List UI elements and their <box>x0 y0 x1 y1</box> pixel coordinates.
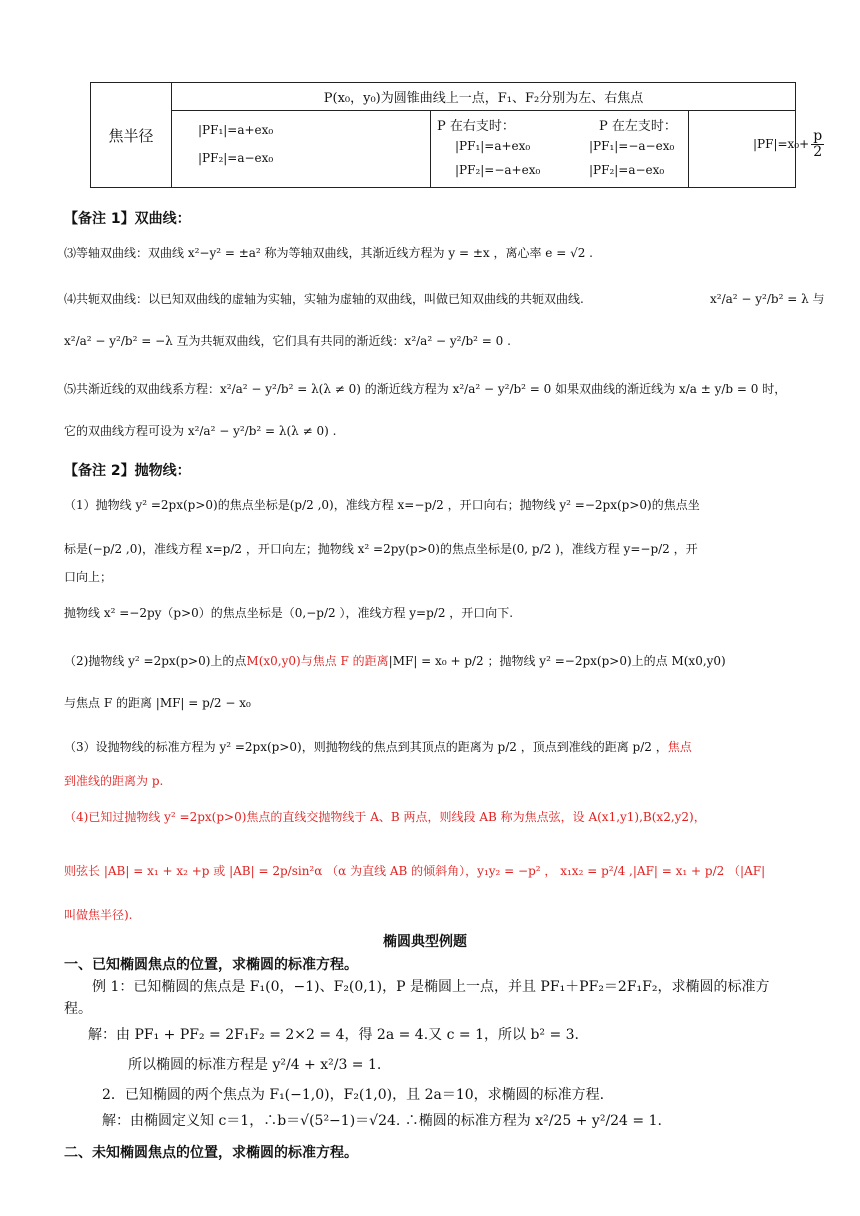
left-pf1: |PF₁|=−a−ex₀ <box>589 139 675 153</box>
note1-item5b: 它的双曲线方程可设为 x²/a² − y²/b² = λ(λ ≠ 0) . <box>64 424 337 438</box>
note2-p4a: （4)已知过抛物线 y² =2px(p>0)焦点的直线交抛物线于 A、B 两点，则线段 AB 称为焦点弦，设 A(x1,y1),B(x2,y2)， <box>64 810 706 824</box>
note2-p2b: 与焦点 F 的距离 |MF| = p/2 − x₀ <box>64 696 251 710</box>
note2-p2a <box>64 652 726 669</box>
note2-p3b: 到准线的距离为 p. <box>64 774 164 788</box>
solution2-line: 解：由椭圆定义知 c＝1，∴b＝√(5²−1)＝√24. ∴椭圆的标准方程为 x²/25 + y²/24 = 1. <box>102 1113 662 1129</box>
note2-p4c: 叫做焦半径). <box>64 908 133 922</box>
note2-p3a <box>64 738 692 755</box>
table-cell-hyperbola <box>431 111 689 187</box>
example1-line2: 程。 <box>64 1001 92 1017</box>
right-pf2: |PF₂|=−a+ex₀ <box>455 163 541 177</box>
note1-item4b: x²/a² − y²/b² = −λ 互为共轭双曲线，它们具有共同的渐近线：x²/a² − y²/b² = 0 . <box>64 334 511 348</box>
parabola-pf <box>753 129 826 159</box>
note2-p4b: 则弦长 |AB| = x₁ + x₂ +p 或 |AB| = 2p/sin²α （α 为直线 AB 的倾斜角），y₁y₂ = −p² ， x₁x₂ = p²/4 ,|AF| = x₁ + p/2 （|AF| <box>64 864 766 878</box>
section2-heading: 二、未知椭圆焦点的位置，求椭圆的标准方程。 <box>64 1145 358 1161</box>
note2-p1c: 口向上； <box>64 570 113 584</box>
parabola-pf-prefix: |PF|=x₀+ <box>753 137 810 152</box>
note2-p1d: 抛物线 x² =−2py（p>0）的焦点坐标是（0,−p/2 ），准线方程 y=p/2 ，开口向下. <box>64 606 514 620</box>
note2-p1b: 标是(−p/2 ,0)，准线方程 x=p/2 ，开口向左；抛物线 x² =2py(p>0)的焦点坐标是(0, p/2 )，准线方程 y=−p/2 ，开 <box>64 542 698 556</box>
section1-heading: 一、已知椭圆焦点的位置，求椭圆的标准方程。 <box>64 957 358 973</box>
table-top-row: P(x₀，y₀)为圆锥曲线上一点，F₁、F₂分别为左、右焦点 <box>172 83 795 111</box>
note2-p2a-red: M(x0,y0)与焦点 F 的距离 <box>246 654 389 668</box>
note1-title: 【备注 1】双曲线： <box>64 211 191 227</box>
example2-line: 2．已知椭圆的两个焦点为 F₁(−1,0)，F₂(1,0)，且 2a＝10，求椭圆的标准方程. <box>102 1087 605 1103</box>
note1-item3: ⑶等轴双曲线：双曲线 x²−y² = ±a² 称为等轴双曲线，其渐近线方程为 y = ±x ，离心率 e = √2 . <box>64 246 593 260</box>
right-pf1: |PF₁|=a+ex₀ <box>455 139 531 153</box>
table-cell-ellipse <box>172 111 431 187</box>
focal-radius-table <box>90 82 823 188</box>
example1-line1: 例 1：已知椭圆的焦点是 F₁(0，−1)、F₂(0,1)，P 是椭圆上一点，并且 PF₁＋PF₂＝2F₁F₂，求椭圆的标准方 <box>92 979 770 995</box>
right-branch-title: P 在右支时： <box>437 119 515 134</box>
ellipse-pf2: |PF₂|=a−ex₀ <box>198 151 274 165</box>
fraction-numerator: p <box>813 128 823 144</box>
table-row-header: 焦半径 <box>91 83 172 187</box>
note2-p3a-black: （3）设抛物线的标准方程为 y² =2px(p>0)，则抛物线的焦点到其顶点的距离为 p/2 ，顶点到准线的距离 p/2 ， <box>64 740 668 754</box>
note2-p2a-rest: |MF| = x₀ + p/2 ；抛物线 y² =−2px(p>0)上的点 M(x0,y0) <box>388 654 726 668</box>
solution1-line1: 解：由 PF₁ + PF₂ = 2F₁F₂ = 2×2 = 4，得 2a = 4.又 c = 1，所以 b² = 3. <box>88 1027 580 1043</box>
table-cell-parabola <box>689 111 823 187</box>
fraction-denominator: 2 <box>813 143 823 160</box>
solution1-line2: 所以椭圆的标准方程是 y²/4 + x²/3 = 1. <box>128 1057 382 1073</box>
note2-p2a-black: （2)抛物线 y² =2px(p>0)上的点 <box>64 654 247 668</box>
parabola-pf-fraction <box>811 129 824 159</box>
left-branch-title: P 在左支时： <box>599 119 677 134</box>
note2-p3a-red: 焦点 <box>667 740 692 754</box>
left-pf2: |PF₂|=a−ex₀ <box>589 163 665 177</box>
examples-title: 椭圆典型例题 <box>383 934 467 950</box>
note1-item4a-eq: x²/a² − y²/b² = λ 与 <box>710 292 825 306</box>
note2-p1a: （1）抛物线 y² =2px(p>0)的焦点坐标是(p/2 ,0)，准线方程 x=−p/2 ，开口向右；抛物线 y² =−2px(p>0)的焦点坐 <box>64 498 700 512</box>
note1-item4a: ⑷共轭双曲线：以已知双曲线的虚轴为实轴，实轴为虚轴的双曲线，叫做已知双曲线的共轭双曲线. <box>64 292 584 306</box>
note1-item5a: ⑸共渐近线的双曲线系方程：x²/a² − y²/b² = λ(λ ≠ 0) 的渐近线方程为 x²/a² − y²/b² = 0 如果双曲线的渐近线为 x/a ± y/b = 0 时， <box>64 382 787 396</box>
ellipse-pf1: |PF₁|=a+ex₀ <box>198 123 274 137</box>
note2-title: 【备注 2】抛物线： <box>64 463 191 479</box>
